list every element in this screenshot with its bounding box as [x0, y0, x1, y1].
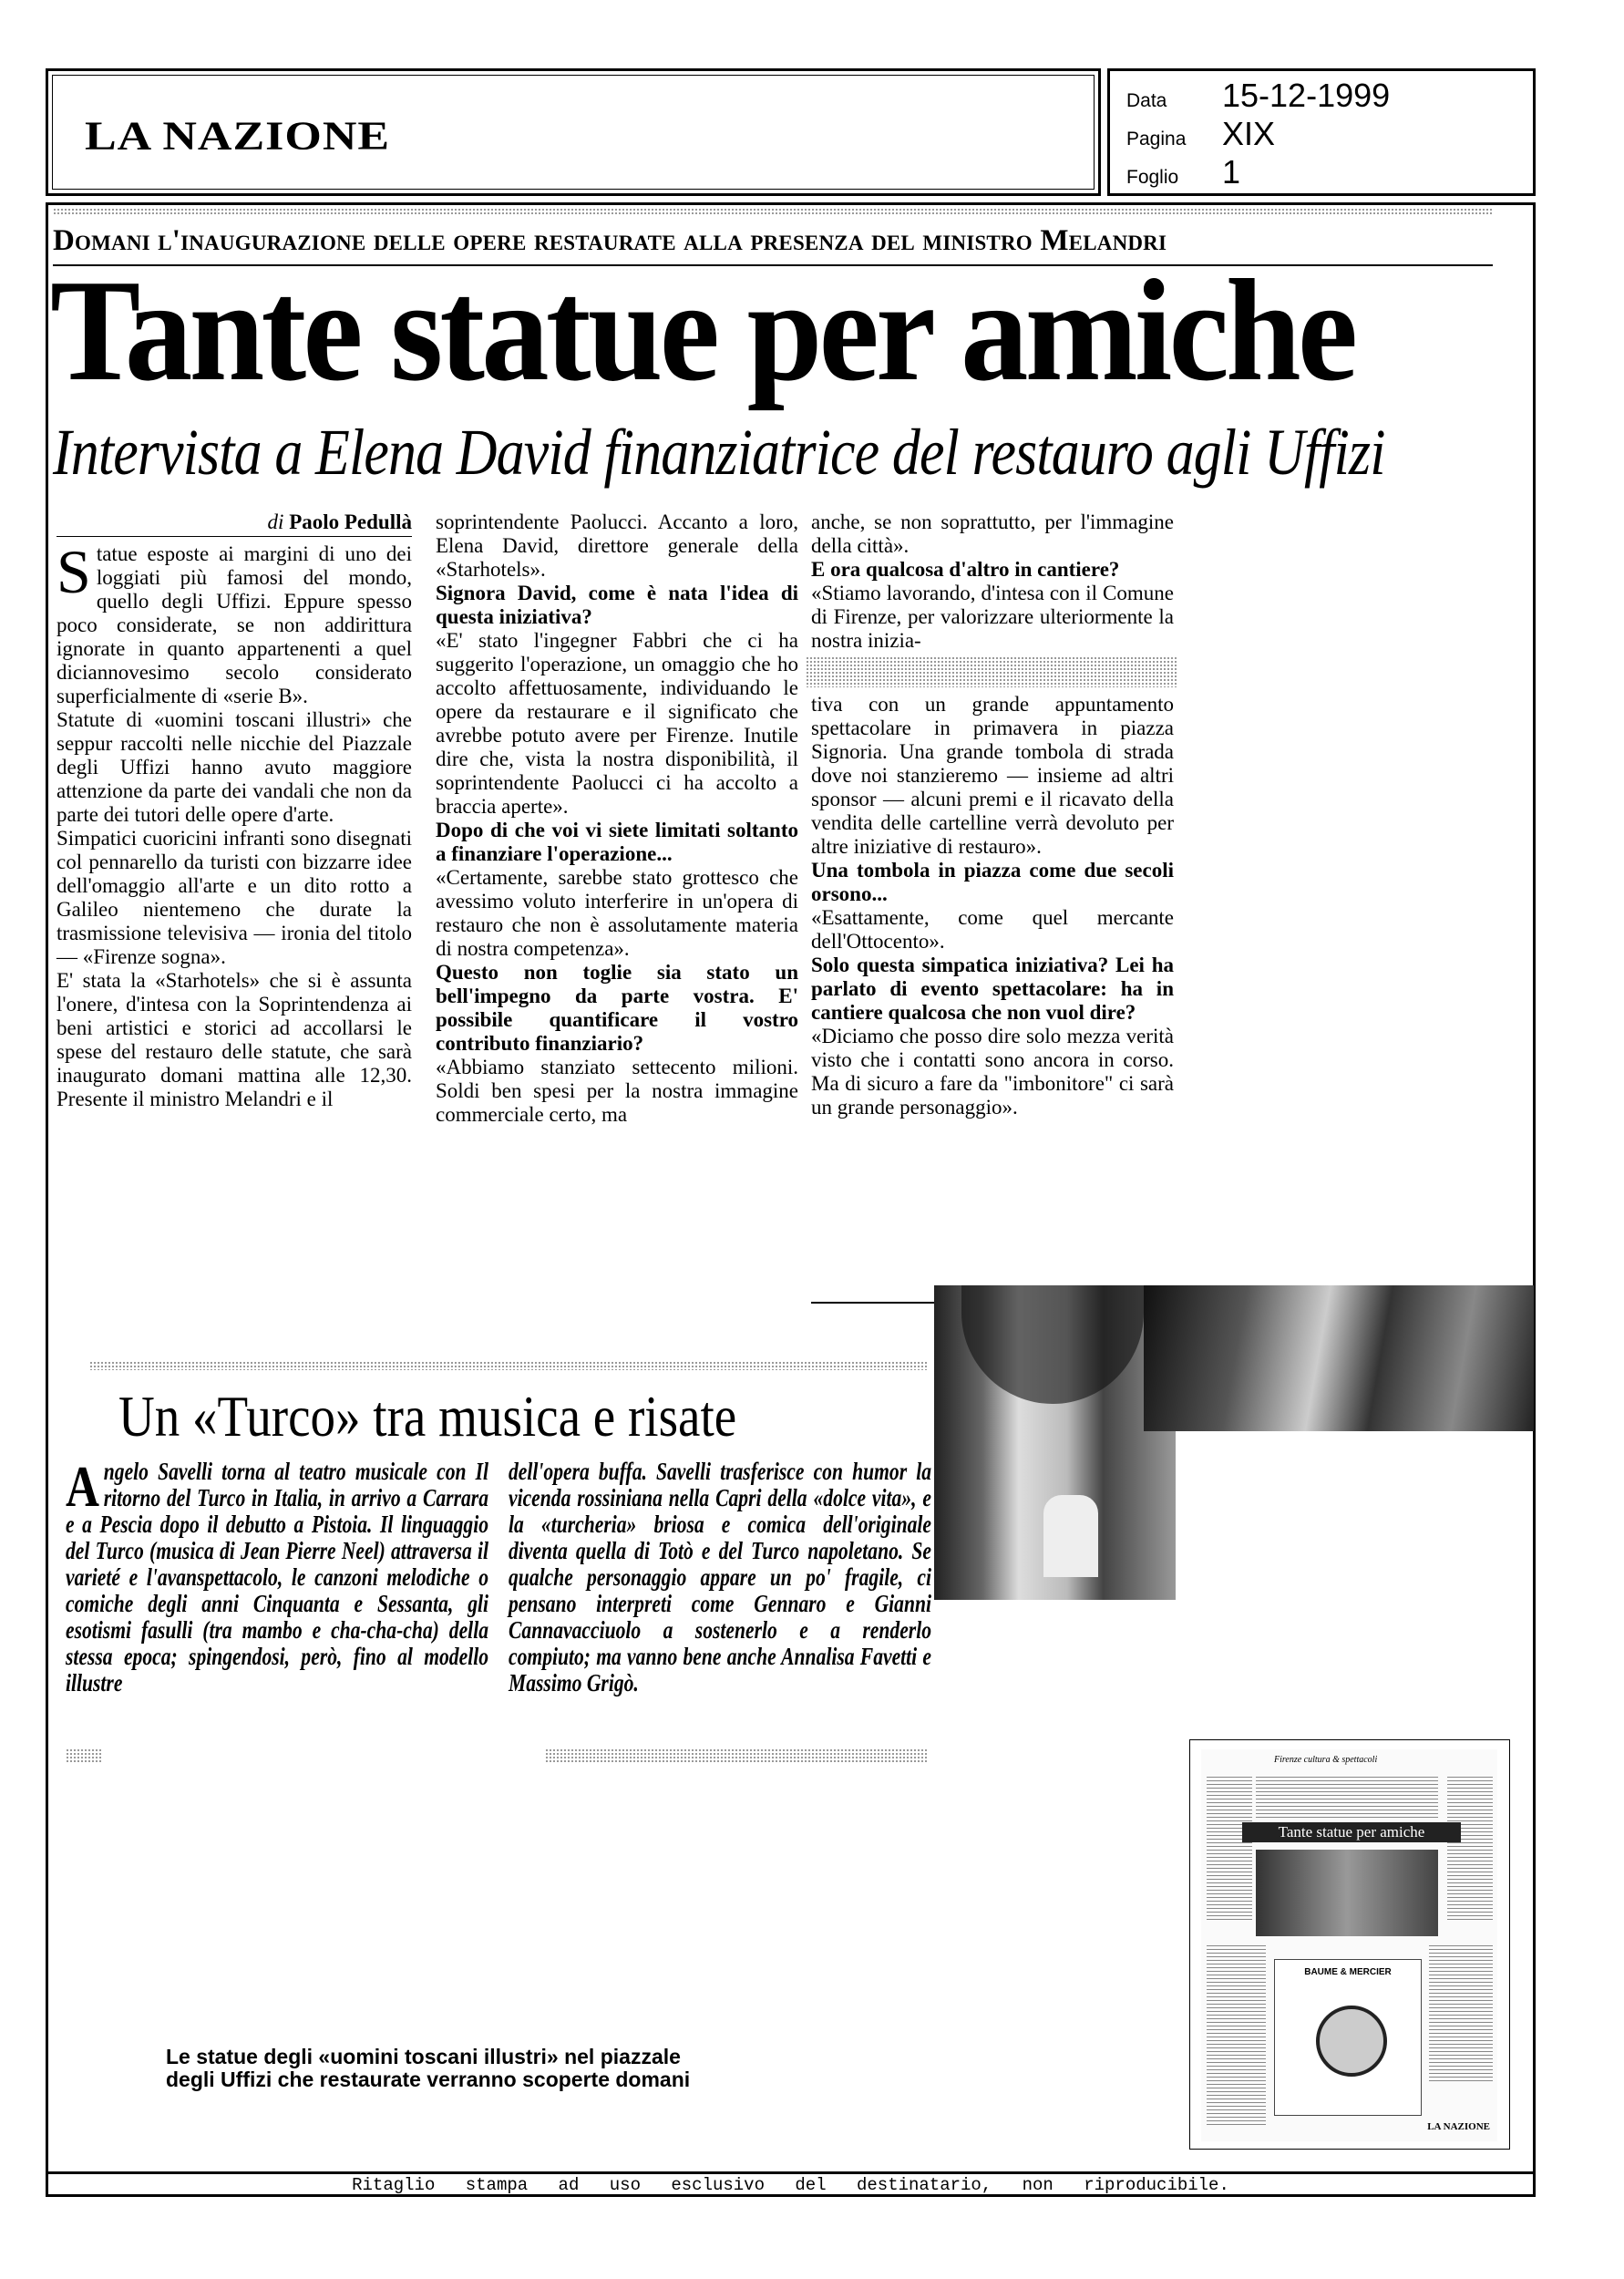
article-paragraph: Statute di «uomini toscani illustri» che seppur raccolti nelle nicchie del Piazzale degli Uffizi hanno avuto maggiore attenzione da parte dei vandali che non da parte dei tutori delle opere d'arte.: [57, 708, 412, 826]
article-paragraph: Simpatici cuoricini infranti sono disegnati col pennarello da turisti con bizzarre idee dell'omaggio all'arte e un dito rotto a Galileo nientemeno che durate la trasmissione televisiva — ironia del titolo — «Firenze sogna».: [57, 827, 412, 968]
article-column-2: [436, 510, 798, 1127]
halftone-rule: [53, 208, 1493, 215]
page-thumbnail: [1189, 1739, 1510, 2150]
sidebar-column-1: [66, 1454, 489, 1696]
byline: [57, 510, 412, 537]
meta-value: 1: [1222, 153, 1241, 191]
interview-question: Solo questa simpatica iniziativa? Lei ha parlato di evento spettacolare: ha in cantiere qualcosa che non vuol dire?: [811, 954, 1174, 1024]
photo-statues-loggia: [934, 1285, 1176, 1600]
halftone-rule: [89, 1361, 928, 1370]
article-paragraph: tiva con un grande appuntamento spettacolare in primavera in piazza Signoria. Una grande tombola di strada dove noi stanzieremo — insieme ad altri sponsor — alcuni premi e il ricavato della vendita delle cartelline verrà devoluto per altre iniziative di restauro».: [811, 693, 1174, 858]
article-paragraph: «Esattamente, come quel mercante dell'Ottocento».: [811, 906, 1174, 953]
sidebar-title: Un «Turco» tra musica e risate: [118, 1384, 737, 1449]
ad-brand: BAUME & MERCIER: [1304, 1967, 1392, 1977]
photo-statue-niche: [1144, 1285, 1534, 1431]
drop-cap: S: [57, 537, 91, 606]
thumbnail-photo: [1256, 1850, 1438, 1936]
divider: [811, 1302, 934, 1304]
sidebar-column-2: [509, 1459, 931, 1696]
article-paragraph: anche, se non soprattutto, per l'immagine della città».: [811, 510, 1174, 557]
meta-date: [1126, 77, 1390, 115]
meta-value: XIX: [1222, 115, 1276, 152]
clipping-metadata: [1107, 68, 1536, 196]
sidebar-paragraph: dell'opera buffa. Savelli trasferisce con humor la vicenda rossiniana nella Capri della «dolce vita», e la «turcheria» briosa e comica dell'originale diventa quella di Totò e del Turco napoletano. Se qualche personaggio appare un po' fragile, ci pensano interpreti come Gennaro e Gianni Cannavacciuolo a sostenerlo e a renderlo compiuto; ma vanno bene anche Annalisa Favetti e Massimo Grigò.: [509, 1458, 931, 1696]
interview-question: E ora qualcosa d'altro in cantiere?: [811, 558, 1120, 581]
article-paragraph: «E' stato l'ingegner Fabbri che ci ha suggerito l'operazione, un omaggio che ho accolto affettuosamente, individuando le opere da restaurare e il significato che avrebbe potuto avere per Firenze. Inutile dire che, vista la nostra disponibilità, il soprintendente Paolucci ci ha accolto a braccia aperte».: [436, 629, 798, 818]
byline-author: Paolo Pedullà: [289, 510, 412, 533]
newspaper-logo: LA NAZIONE: [85, 114, 391, 159]
article-paragraph: «Stiamo lavorando, d'intesa con il Comune di Firenze, per valorizzare ulteriormente la nostra inizia-: [811, 582, 1174, 652]
headline: Tante statue per amiche: [50, 249, 1355, 411]
byline-prefix: di: [267, 510, 284, 533]
interview-question: Una tombola in piazza come due secoli orsono...: [811, 859, 1174, 905]
halftone-mark: [66, 1748, 102, 1763]
thumbnail-logo: LA NAZIONE: [1427, 2121, 1490, 2132]
caption-line: Le statue degli «uomini toscani illustri» nel piazzale: [166, 2045, 681, 2068]
halftone-rule: [806, 656, 1177, 687]
photo-caption: [166, 2046, 690, 2091]
article-paragraph: soprintendente Paolucci. Accanto a loro, Elena David, direttore generale della «Starhotels».: [436, 510, 798, 581]
article-paragraph: «Certamente, sarebbe stato grottesco che avessimo voluto interferire in un'opera di restauro che non è assolutamente materia di nostra competenza».: [436, 866, 798, 960]
interview-question: Questo non toglie sia stato un bell'impegno da parte vostra. E' possibile quantificare il vostro contributo finanziario?: [436, 961, 798, 1055]
masthead-box: [46, 68, 1101, 196]
article-paragraph: «Diciamo che posso dire solo mezza verità visto che i contatti sono ancora in corso. Ma di sicuro a fare da "imbonitore" ci sarà un grande personaggio».: [811, 1025, 1174, 1119]
article-paragraph: tatue esposte ai margini di uno dei loggiati più famosi del mondo, quello degli Uffizi. Eppure spesso poco considerate, se non addirittura ignorate in quanto appartenenti a quel diciannovesimo secolo considerato superficialmente di «serie B».: [57, 542, 412, 707]
subtitle: Intervista a Elena David finanziatrice del restauro agli Uffizi: [53, 416, 1385, 489]
kicker: Domani l'inaugurazione delle opere restaurate alla presenza del ministro Melandri: [53, 224, 1167, 257]
drop-cap: A: [66, 1454, 99, 1519]
caption-line: degli Uffizi che restaurate verranno scoperte domani: [166, 2068, 691, 2091]
article-paragraph: E' stata la «Starhotels» che si è assunta l'onere, d'intesa con la Soprintendenza ai beni artistici e storici ad accollarsi le spese del restauro delle statute, che sarà inaugurato domani mattina alle 12,30. Presente il ministro Melandri e il: [57, 969, 412, 1110]
sidebar-paragraph: ngelo Savelli torna al teatro musicale con Il ritorno del Turco in Italia, in arrivo a Carrara e a Pescia dopo il debutto a Pistoia. Il linguaggio del Turco (musica di Jean Pierre Neel) attraversa il varieté e l'avanspettacolo, le canzoni melodiche o comiche degli anni Cinquanta e Sessanta, gli esotismi fasulli (tra mambo e cha-cha-cha) della stessa epoca; spingendosi, però, fino al modello illustre: [66, 1458, 489, 1696]
thumbnail-ad: [1274, 1959, 1422, 2116]
article-paragraph: «Abbiamo stanziato settecento milioni. Soldi ben spesi per la nostra immagine commerciale certo, ma: [436, 1056, 798, 1126]
meta-label: Pagina: [1126, 129, 1187, 150]
meta-label: Data: [1126, 90, 1167, 111]
meta-label: Foglio: [1126, 167, 1179, 188]
interview-question: Dopo di che voi vi siete limitati soltanto a finanziare l'operazione...: [436, 819, 798, 865]
article-column-3: [811, 510, 1174, 1119]
meta-page: [1126, 115, 1275, 153]
footer-notice: Ritaglio stampa ad uso esclusivo del destinatario, non riproducibile.: [352, 2175, 1229, 2195]
interview-question: Signora David, come è nata l'idea di questa iniziativa?: [436, 582, 798, 628]
thumbnail-headline: Tante statue per amiche: [1242, 1822, 1461, 1842]
meta-value: 15-12-1999: [1222, 77, 1391, 114]
thumbnail-section: Firenze cultura & spettacoli: [1274, 1755, 1378, 1765]
meta-sheet: [1126, 153, 1240, 191]
divider: [46, 2171, 1536, 2174]
halftone-mark: [545, 1748, 928, 1763]
article-column-1: [57, 510, 412, 1111]
